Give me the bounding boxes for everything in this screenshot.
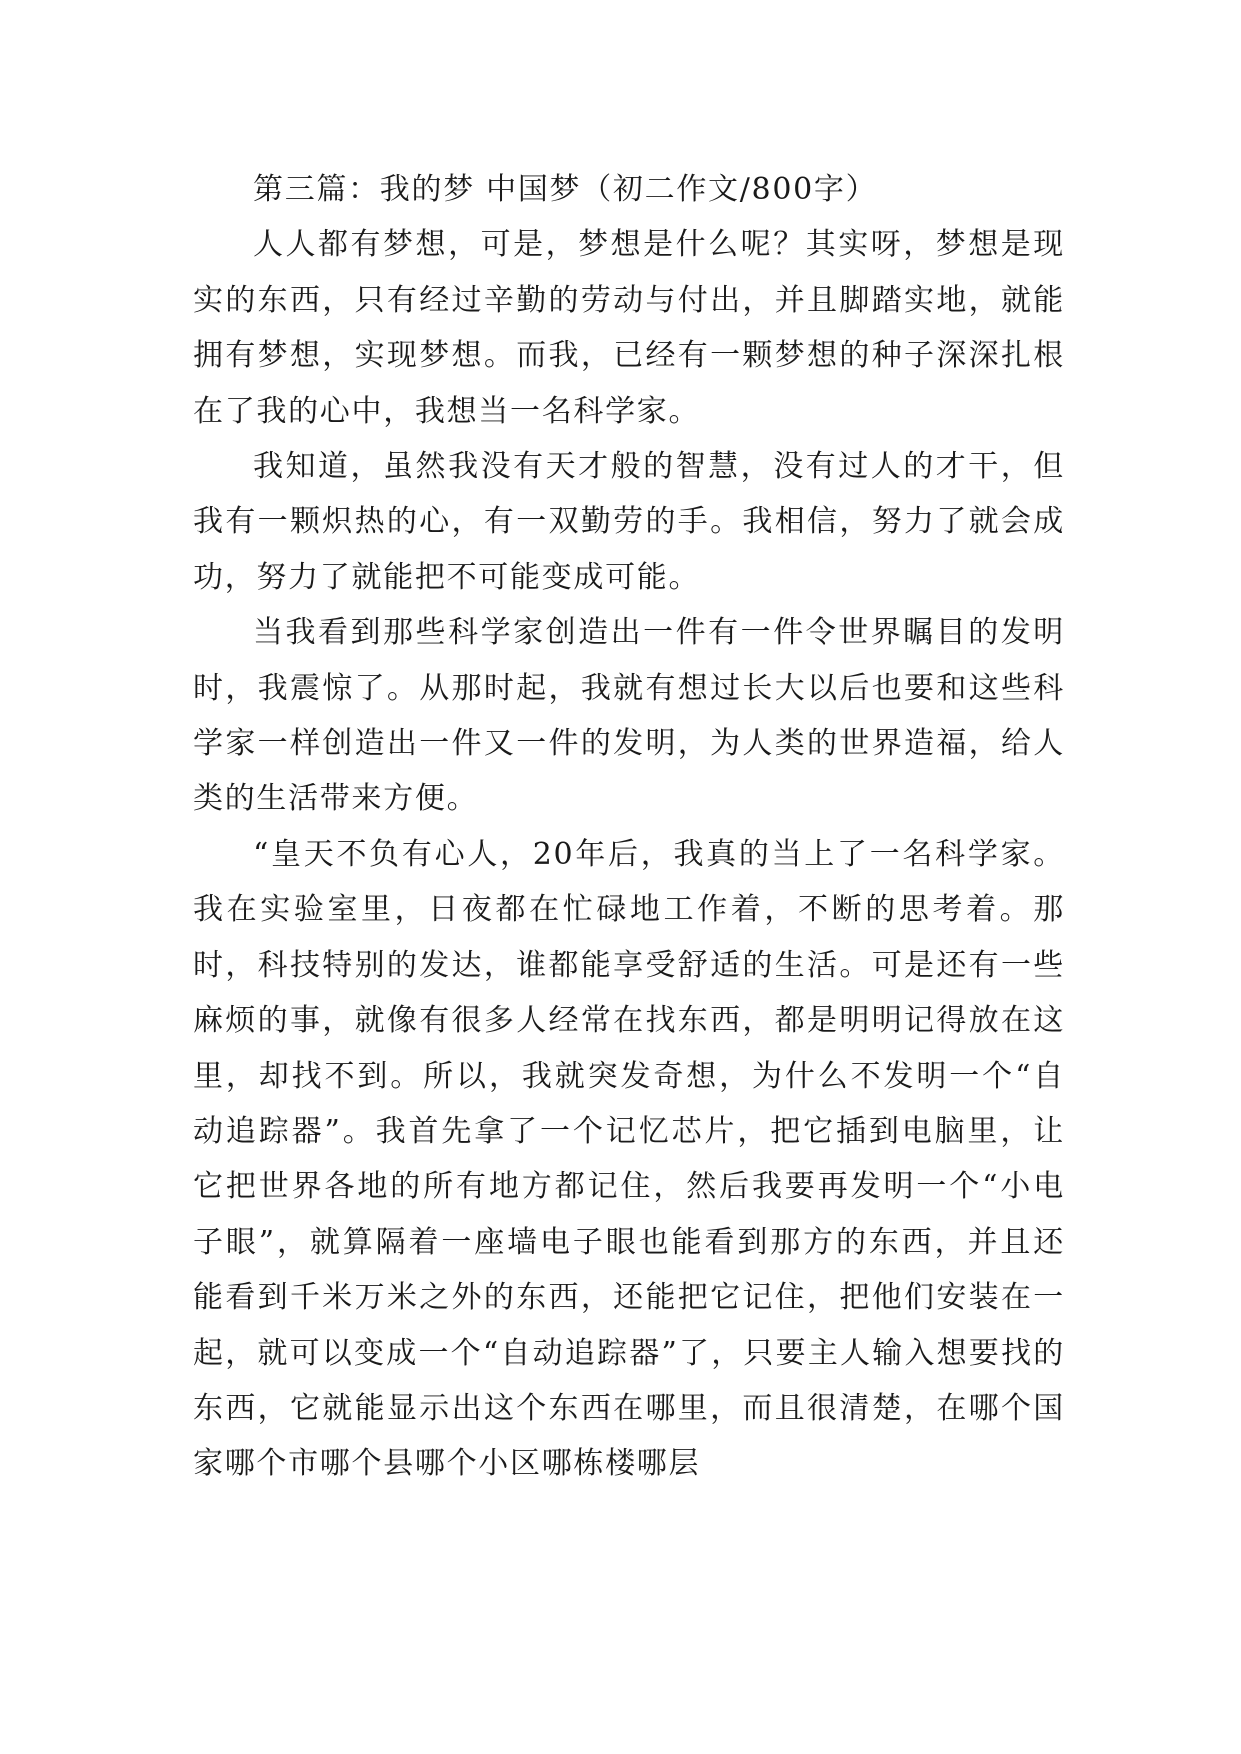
paragraph-4: “皇天不负有心人，20年后，我真的当上了一名科学家。我在实验室里，日夜都在忙碌地工作着，不断的思考着。那时，科技特别的发达，谁都能享受舒适的生活。可是还有一些麻烦的事，就像有很多人经常在找东西，都是明明记得放在这里，却找不到。所以，我就突发奇想，为什么不发明一个“自动追踪器”。我首先拿了一个记忆芯片，把它插到电脑里，让它把世界各地的所有地方都记住，然后我要再发明一个“小电子眼”，就算隔着一座墙电子眼也能看到那方的东西，并且还能看到千米万米之外的东西，还能把它记住，把他们安装在一起，就可以变成一个“自动追踪器”了，只要主人输入想要找的东西，它就能显示出这个东西在哪里，而且很清楚，在哪个国家哪个市哪个县哪个小区哪栋楼哪层: [193, 836, 1065, 1482]
essay-title: 第三篇：我的梦 中国梦（初二作文/800字）: [253, 172, 878, 207]
paragraph-3: 当我看到那些科学家创造出一件有一件令世界瞩目的发明时，我震惊了。从那时起，我就有想过长大以后也要和这些科学家一样创造出一件又一件的发明，为人类的世界造福，给人类的生活带来方便。: [193, 615, 1065, 817]
essay-body: [193, 162, 1065, 1492]
paragraph-1: 人人都有梦想，可是，梦想是什么呢？其实呀，梦想是现实的东西，只有经过辛勤的劳动与付出，并且脚踏实地，就能拥有梦想，实现梦想。而我，已经有一颗梦想的种子深深扎根在了我的心中，我想当一名科学家。: [193, 227, 1065, 429]
paragraph-2: 我知道，虽然我没有天才般的智慧，没有过人的才干，但我有一颗炽热的心，有一双勤劳的手。我相信，努力了就会成功，努力了就能把不可能变成可能。: [193, 449, 1065, 595]
